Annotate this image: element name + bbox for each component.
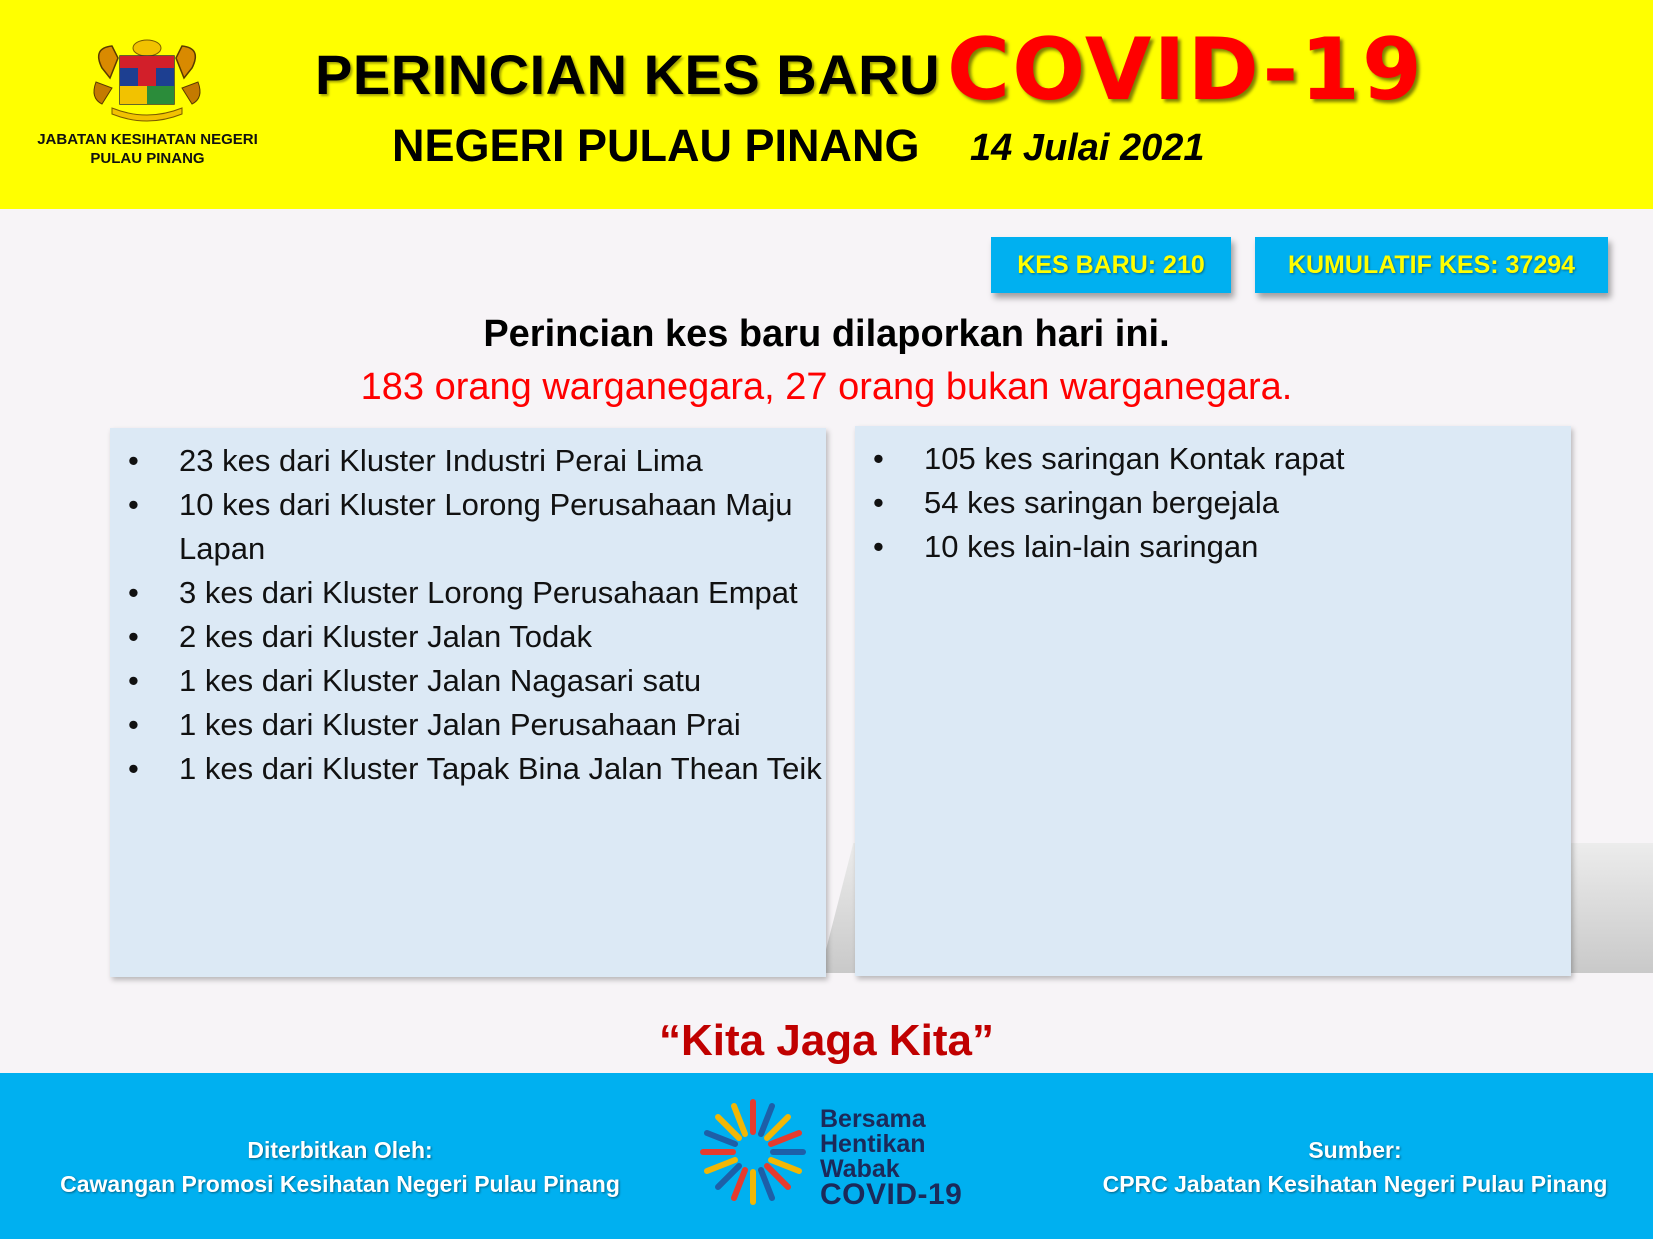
list-item	[855, 437, 1571, 481]
cluster-text: 1 kes dari Kluster Tapak Bina Jalan Thean Teik	[179, 751, 822, 786]
state-title: NEGERI PULAU PINANG	[392, 120, 920, 171]
screenings-panel	[855, 426, 1571, 976]
new-cases-badge: KES BARU: 210	[991, 237, 1231, 293]
covid-title: COVID-19	[947, 20, 1424, 120]
coat-of-arms-icon	[82, 38, 212, 122]
source-name: CPRC Jabatan Kesihatan Negeri Pulau Pinang	[1102, 1171, 1608, 1197]
list-item	[110, 615, 826, 659]
list-item	[110, 439, 826, 483]
bullet: •	[128, 751, 139, 786]
clusters-panel	[110, 428, 826, 977]
list-item	[855, 525, 1571, 569]
bullet: •	[128, 707, 139, 742]
report-date: 14 Julai 2021	[970, 127, 1205, 169]
cluster-text: 1 kes dari Kluster Jalan Nagasari satu	[179, 663, 702, 698]
campaign-line-2: Hentikan	[820, 1130, 926, 1158]
nationality-summary: 183 orang warganegara, 27 orang bukan warganegara.	[360, 366, 1293, 408]
screening-text: 105 kes saringan Kontak rapat	[924, 441, 1345, 476]
screening-text: 10 kes lain-lain saringan	[924, 529, 1259, 564]
header-banner	[0, 0, 1653, 209]
slogan: “Kita Jaga Kita”	[659, 1016, 994, 1065]
footer	[0, 1073, 1653, 1239]
campaign-line-4: COVID-19	[820, 1178, 963, 1211]
bullet: •	[873, 485, 884, 520]
source-block	[1090, 1133, 1620, 1201]
campaign-line-3: Wabak	[820, 1155, 900, 1183]
list-item	[855, 481, 1571, 525]
section-subtitle: Perincian kes baru dilaporkan hari ini.	[483, 313, 1170, 355]
bullet: •	[873, 441, 884, 476]
campaign-line-1: Bersama	[820, 1105, 926, 1133]
page-title: PERINCIAN KES BARU	[315, 43, 941, 106]
screenings-list	[855, 437, 1571, 569]
cluster-text: 1 kes dari Kluster Jalan Perusahaan Prai	[179, 707, 741, 742]
department-name: JABATAN KESIHATAN NEGERI PULAU PINANG	[37, 131, 258, 167]
source-label: Sumber:	[1308, 1137, 1402, 1163]
campaign-burst-icon	[698, 1097, 808, 1207]
list-item	[110, 571, 826, 615]
cumulative-cases-badge: KUMULATIF KES: 37294	[1255, 237, 1608, 293]
cluster-text: 23 kes dari Kluster Industri Perai Lima	[179, 443, 703, 478]
campaign-logo-text	[820, 1105, 980, 1211]
list-item	[110, 747, 826, 791]
screening-text: 54 kes saringan bergejala	[924, 485, 1280, 520]
list-item	[110, 703, 826, 747]
cluster-text: 2 kes dari Kluster Jalan Todak	[179, 619, 592, 654]
cluster-text: 3 kes dari Kluster Lorong Perusahaan Empat	[179, 575, 798, 610]
publisher-block	[40, 1133, 640, 1201]
bullet: •	[128, 663, 139, 698]
cluster-text: 10 kes dari Kluster Lorong Perusahaan Maju Lapan	[179, 487, 793, 566]
bullet: •	[128, 619, 139, 654]
list-item	[110, 659, 826, 703]
clusters-list	[110, 439, 826, 791]
bullet: •	[128, 443, 139, 478]
list-item	[110, 483, 826, 571]
publisher-name: Cawangan Promosi Kesihatan Negeri Pulau Pinang	[60, 1171, 620, 1197]
publisher-label: Diterbitkan Oleh:	[247, 1137, 433, 1163]
bullet: •	[128, 575, 139, 610]
bullet: •	[128, 487, 139, 522]
bullet: •	[873, 529, 884, 564]
